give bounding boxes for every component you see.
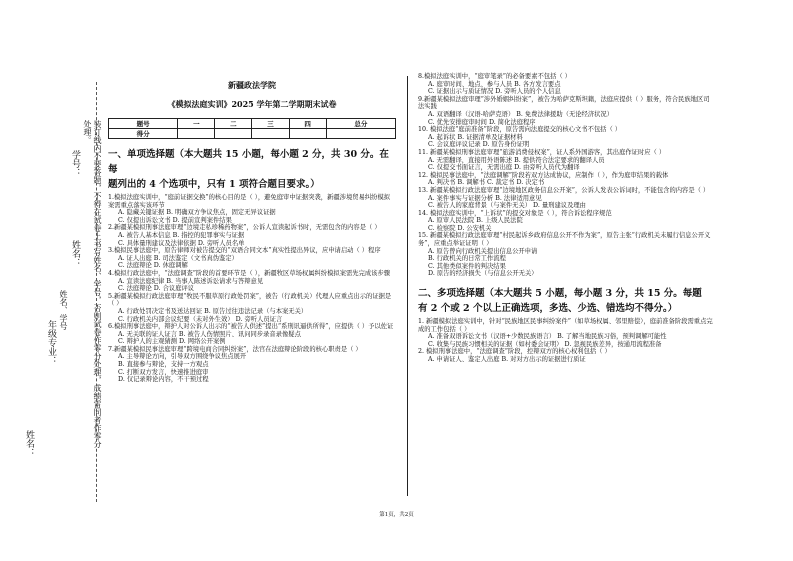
- question-option: C. 辩护人的主观猜测 D. 网络公开案例: [118, 338, 226, 346]
- question-option: D. 仅记录辩论内容，不干预过程: [118, 376, 209, 384]
- question-option: C. 被告人的家庭背景（与案件无关） D. 量刑建议及理由: [428, 202, 586, 210]
- question-item: [418, 149, 713, 172]
- question-option: A. 原审人民法院 B. 上级人民法院: [428, 217, 523, 225]
- question-option: D. 原告的经济损失（与信息公开无关）: [428, 270, 538, 278]
- question-option: A. 庭审时间、地点、参与人员 B. 各方发言要点: [428, 80, 561, 88]
- right-column: [418, 73, 713, 364]
- score-cell: 得分: [109, 129, 178, 139]
- question-option: A. 主导辩论方向，引导双方围绕争议焦点展开: [118, 353, 247, 361]
- question-item: [108, 346, 396, 384]
- question-item: [108, 224, 396, 247]
- binding-notice-short: 姓名、学号: [59, 290, 68, 330]
- score-cell[interactable]: [326, 129, 395, 139]
- column-divider: [407, 76, 408, 496]
- question-option: A. 无需翻译，直接用外语陈述 B. 提供符合法定要求的翻译人员: [428, 156, 605, 164]
- question-stem: 1. 新疆模拟法庭实训中，针对“民族地区民事纠纷案件”（如草场权属、邻里赔偿），庭前准备阶段需重点完成的工作包括（ ）: [418, 318, 713, 333]
- question-option: C. 法庭辩论 D. 休庭调解: [118, 262, 188, 270]
- question-option: A. 无关联的证人证言 B. 被告人伤情照片、讯问同步录音录像疑点: [118, 330, 301, 338]
- question-item: [108, 270, 396, 293]
- question-option: A. 判决书 B. 调解书 C. 裁定书 D. 决定书: [428, 179, 545, 187]
- question-stem: 6.模拟刑事法庭中，辩护人对公诉人出示的“被告人供述”提出“系刑讯逼供所得”，应提供（ ）予以佐证: [108, 323, 394, 331]
- score-table: [108, 118, 396, 139]
- question-option: A. 准备双语诉讼文书（汉语+少数民族语言） B. 了解当地民族习俗，预判调解可能性: [428, 333, 667, 341]
- question-stem: 5.新疆某模拟行政法庭审理“牧民不服草原行政处罚案”，被告（行政机关）代理人应重点出示的证据是（ ）: [108, 292, 392, 308]
- question-option: A. 证人出庭 B. 司法鉴定（文书真伪鉴定）: [118, 254, 238, 262]
- score-cell[interactable]: [252, 129, 289, 139]
- question-option: C. 会议庭评议记录 D. 原告身份证明: [428, 141, 530, 149]
- question-list: [108, 194, 396, 384]
- question-item: [108, 293, 396, 323]
- score-cell: 一: [178, 119, 215, 129]
- question-list: [418, 318, 713, 364]
- question-option: A. 原告曾向行政机关提出信息公开申请: [428, 247, 538, 255]
- question-option: B. 行政机关的日常工作流程: [428, 255, 506, 263]
- question-option: A. 申请证人、鉴定人出庭 B. 对对方出示的证据进行质证: [428, 356, 586, 363]
- question-option: A. 起诉状 B. 证据清单及证据材料: [428, 133, 523, 141]
- score-cell: 四: [289, 119, 326, 129]
- question-item: [418, 232, 713, 278]
- question-item: [418, 210, 713, 233]
- question-item: [418, 187, 713, 210]
- section1-title: 一、单项选择题（本大题共 15 小题，每小题 2 分，共 30 分。在每: [108, 149, 389, 175]
- question-stem: 10. 模拟法庭“庭前准备”阶段，原告需向法庭提交的核心文书不包括（ ）: [418, 126, 622, 134]
- question-option: A. 案件事实与证据分析 B. 法律适用意见: [428, 194, 542, 202]
- question-option: A. 被告人基本信息 B. 指控的犯罪事实与证据: [118, 231, 245, 239]
- score-cell[interactable]: [215, 129, 252, 139]
- student-id-label: 学号：: [70, 150, 80, 177]
- question-item: [418, 318, 713, 348]
- question-stem: 13. 新疆某模拟行政法庭审理“边境地区政务信息公开案”，公诉人发表公诉词时，不能包含的内容是（ ）: [418, 186, 710, 194]
- score-cell[interactable]: [289, 129, 326, 139]
- question-stem: 9.新疆某模拟法庭审理“涉外婚姻纠纷案”，被告为哈萨克斯坦籍，法庭应提供（ ）服务，符合民族地区司法实践: [418, 95, 710, 111]
- score-cell[interactable]: [178, 129, 215, 139]
- question-option: C. 仅提交书面证言，无需出庭 D. 由旁听人员代为翻译: [428, 164, 580, 172]
- question-item: [418, 172, 713, 187]
- question-stem: 2.新疆某模拟刑事法庭审理“边境走私珍稀药物案”，公诉人宣读起诉书时，无需包含的内容是（ ）: [108, 224, 381, 232]
- score-cell: 题号: [109, 119, 178, 129]
- question-option: C. 仅提出诉讼文书 D. 提前宣判案件结果: [118, 216, 232, 224]
- score-cell: 三: [252, 119, 289, 129]
- question-option: C. 具体量刑建议及法律依据 D. 旁听人员名单: [118, 239, 245, 247]
- name-label: 姓名：: [70, 240, 80, 267]
- question-item: [418, 73, 713, 96]
- question-stem: 7.新疆某模拟民事法庭审理“跨境电商合同纠纷案”，法官在法庭辩论阶段的核心职责是（ ）: [108, 345, 362, 353]
- section2-note: 有 2 个或 2 个以上正确选项，多选、少选、错选均不得分。）: [418, 303, 678, 315]
- question-option: C. 法庭辩论 D. 合议庭评议: [118, 285, 195, 293]
- question-option: C. 检察院 D. 公安机关: [428, 224, 492, 232]
- page-footer: 第1页，共2页: [379, 512, 414, 518]
- question-stem: 11. 新疆某模拟刑事法庭审理“旅游消费侵权案”，证人系外国游客，其出庭作证时应（ ）: [418, 148, 666, 156]
- exam-title: 《模拟法庭实训》2025 学年第二学期期末试卷: [167, 99, 337, 109]
- question-item: [418, 96, 713, 126]
- score-table-header-row: [109, 119, 396, 129]
- question-stem: 3.模拟民事法庭中，原告律师对被告提交的“双语合同文本”真实性提出异议，应申请启动（ ）程序: [108, 247, 381, 255]
- question-stem: 12. 模拟民事法庭中，“法庭调解”阶段若双方达成协议，应制作（ ），作为庭审结果的载体: [418, 171, 669, 179]
- question-stem: 8.模拟法庭实训中，“庭审笔录”的必备要素不包括（ ）: [418, 73, 571, 80]
- question-item: [108, 194, 396, 224]
- question-option: C. 其他类似案件的判决结果: [428, 262, 506, 270]
- question-option: C. 优先安排庭审时间 D. 简化法庭程序: [428, 118, 536, 126]
- question-item: [108, 247, 396, 270]
- question-option: C. 收集与民族习惯相关的证据（如村委会证明） D. 忽视民族差异，按通用流程准备: [428, 340, 662, 348]
- question-option: C. 打断双方发言，快速推进庭审: [118, 368, 209, 376]
- question-stem: 1.模拟法庭实训中，“庭前证据交换”的核心目的是（ ），避免庭审中证据突袭，新疆涉境贸易纠纷模拟案需重点落实该环节: [108, 194, 391, 209]
- question-item: [418, 348, 713, 363]
- binding-dash-line: [96, 82, 97, 502]
- section1-note: 题列出的 4 个选项中，只有 1 项符合题目要求。）: [108, 179, 320, 190]
- binding-notice: 装订线内不要答题，不得在试卷上书写姓名、学号，否则试卷作零分处理，成绩雷同者作零分处理。: [83, 120, 102, 448]
- question-option: B. 直接参与辩论，支持一方观点: [118, 361, 209, 369]
- score-cell: 二: [215, 119, 252, 129]
- question-item: [108, 323, 396, 346]
- surname-label: 姓名：: [24, 430, 34, 457]
- question-option: A. 宣读法庭纪律 B. 当事人陈述诉讼请求与答辩意见: [118, 277, 264, 285]
- school-name: 新疆政法学院: [228, 80, 276, 90]
- question-option: A. 隐藏关键证据 B. 明确双方争议焦点，固定无异议证据: [118, 209, 276, 217]
- section2-title: 二、多项选择题（本大题共 5 小题，每小题 3 分，共 15 分。每题: [418, 288, 702, 300]
- question-stem: 14. 模拟法庭实训中，“上诉状”的提交对象是（ ），符合诉讼程序规范: [418, 209, 612, 217]
- question-list: [418, 73, 713, 278]
- score-table-score-row: [109, 129, 396, 139]
- question-stem: 2. 模拟刑事法庭中，“法庭调查”阶段，控辩双方的核心权利包括（ ）: [418, 348, 611, 356]
- question-stem: 4.模拟行政法庭中，“法庭调查”阶段的首要环节是（ ），新疆牧区草场权属纠纷模拟案需先完成该步骤: [108, 269, 391, 277]
- question-stem: 15. 新疆某模拟行政法庭审理“村民起诉乡政府信息公开不作为案”，原告主张“行政机关未履行信息公开义务”，应重点举证证明（ ）: [418, 232, 711, 248]
- question-option: C. 证据出示与质证情况 D. 旁听人员的个人信息: [428, 88, 561, 96]
- binding-margin: [18, 120, 108, 500]
- question-option: A. 行政处罚决定书及送达回证 B. 原告过往违法记录（与本案无关）: [118, 307, 308, 315]
- question-item: [418, 126, 713, 149]
- score-cell: 总分: [326, 119, 395, 129]
- question-option: A. 双语翻译（汉语-哈萨克语） B. 免费法律援助（无论经济状况）: [428, 110, 614, 118]
- left-column: [108, 80, 396, 384]
- question-option: C. 行政机关内部会议纪要（未对外生效） D. 旁听人员证言: [118, 315, 283, 323]
- class-label: 年级专业：: [46, 320, 56, 365]
